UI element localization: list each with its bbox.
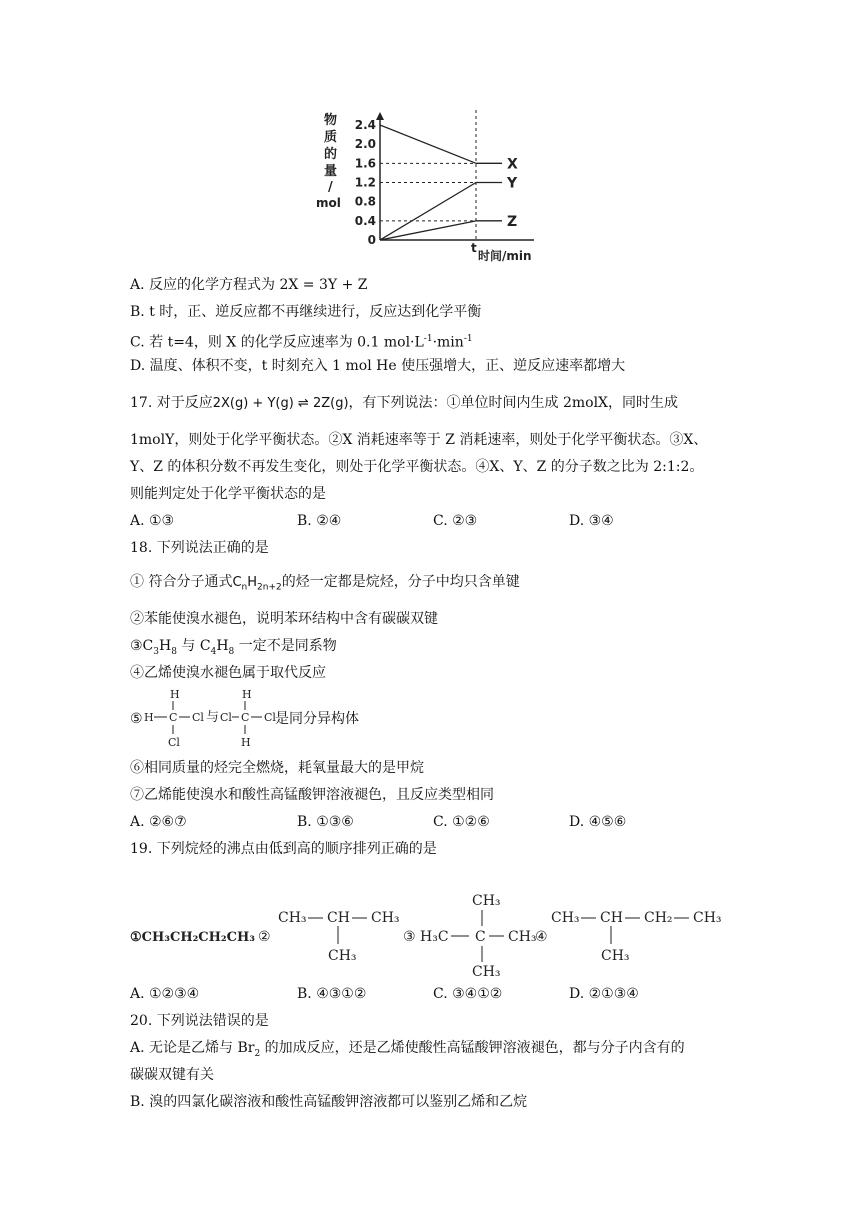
yaxis-unit: mol bbox=[316, 196, 341, 210]
q19-option-c: C. ③④①② bbox=[433, 986, 503, 1002]
molecule-2-num: ② bbox=[258, 929, 271, 945]
yaxis-char: 物 bbox=[324, 113, 338, 128]
q18-option-d: D. ④⑤⑥ bbox=[569, 814, 627, 830]
q18-option-b: B. ①③⑥ bbox=[297, 814, 354, 830]
q18-option-a: A. ②⑥⑦ bbox=[130, 814, 187, 830]
svg-text:H: H bbox=[242, 688, 252, 701]
q16-option-b: B. t 时，正、逆反应都不再继续进行，反应达到化学平衡 bbox=[130, 304, 482, 320]
q17-line-2: 1molY，则处于化学平衡状态。②X 消耗速率等于 Z 消耗速率，则处于化学平衡状态。③X、 bbox=[130, 432, 708, 448]
svg-text:Cl: Cl bbox=[192, 711, 204, 724]
q16-option-c: C. 若 t=4，则 X 的化学反应速率为 0.1 $mol\cdot L^{-1}\cdot\min^{-1}$ bbox=[130, 334, 473, 351]
svg-text:CH: CH bbox=[600, 910, 623, 926]
series-line-Z bbox=[380, 221, 476, 240]
svg-text:H₃C: H₃C bbox=[420, 929, 449, 945]
svg-text:H: H bbox=[170, 688, 180, 701]
q18-statement-2: ②苯能使溴水褪色，说明苯环结构中含有碳碳双键 bbox=[130, 611, 438, 627]
svg-text:CH₃: CH₃ bbox=[328, 948, 357, 964]
q17-option-d: D. ③④ bbox=[569, 513, 614, 529]
yaxis-char: / bbox=[328, 180, 333, 195]
q17-option-c: C. ②③ bbox=[433, 513, 478, 529]
q18-statement-5-num: ⑤ bbox=[130, 711, 143, 727]
q17-line-4: 则能判定处于化学平衡状态的是 bbox=[130, 486, 326, 502]
svg-text:与: 与 bbox=[206, 710, 220, 725]
yaxis-char: 的 bbox=[324, 147, 338, 162]
series-line-Y bbox=[380, 183, 476, 241]
q17-option-a: A. ①③ bbox=[130, 513, 175, 529]
y-tick-label: 2.4 bbox=[354, 118, 376, 132]
q16-option-a: A. 反应的化学方程式为 2X = 3Y + Z bbox=[130, 277, 368, 293]
svg-text:CH₃: CH₃ bbox=[472, 964, 501, 980]
svg-text:Cl: Cl bbox=[264, 711, 276, 724]
q18-statement-1: ① 符合分子通式$C_nH_{2n+2}$的烃一定都是烷烃，分子中均只含单键 bbox=[130, 574, 520, 593]
svg-text:CH₃: CH₃ bbox=[371, 910, 400, 926]
reaction-graph bbox=[312, 108, 552, 268]
svg-text:CH₂: CH₂ bbox=[644, 910, 673, 926]
alkane-structures bbox=[128, 884, 738, 984]
q17-option-b: B. ②④ bbox=[297, 513, 342, 529]
svg-text:CH₃: CH₃ bbox=[278, 910, 307, 926]
svg-text:Cl: Cl bbox=[220, 711, 232, 724]
svg-text:CH₃: CH₃ bbox=[693, 910, 722, 926]
q20-option-b: B. 溴的四氯化碳溶液和酸性高锰酸钾溶液都可以鉴别乙烯和乙烷 bbox=[130, 1094, 528, 1110]
q18-option-c: C. ①②⑥ bbox=[433, 814, 490, 830]
y-tick-label: 0 bbox=[367, 233, 376, 247]
q18-statement-3: $③C_3H_8$ 与 $C_4H_8$ 一定不是同系物 bbox=[130, 638, 337, 657]
yaxis-char: 量 bbox=[324, 164, 338, 179]
x-label-t: t bbox=[471, 241, 477, 255]
q18-statement-5-text: 是同分异构体 bbox=[275, 711, 359, 727]
q18-statement-6: ⑥相同质量的烃完全燃烧，耗氧量最大的是甲烷 bbox=[130, 760, 424, 776]
q17-line-3: Y、Z 的体积分数不再发生变化，则处于化学平衡状态。④X、Y、Z 的分子数之比为 2:1:2。 bbox=[130, 459, 704, 475]
svg-text:CH: CH bbox=[327, 910, 350, 926]
svg-text:CH₃: CH₃ bbox=[472, 893, 501, 909]
x-label: 时间/min bbox=[478, 249, 532, 263]
y-tick-label: 1.6 bbox=[354, 156, 376, 171]
molecule-3-num: ③ bbox=[403, 929, 416, 945]
svg-text:H: H bbox=[144, 711, 154, 724]
q18-statement-4: ④乙烯使溴水褪色属于取代反应 bbox=[130, 665, 326, 681]
q17-stem: 17. 对于反应2X(g) + Y(g) ⇌ 2Z(g)，有下列说法：①单位时间内生成 2molX，同时生成 bbox=[130, 395, 679, 411]
svg-text:CH₃: CH₃ bbox=[601, 948, 630, 964]
svg-text:C: C bbox=[241, 711, 250, 724]
q20-option-a-line-2: 碳碳双键有关 bbox=[130, 1067, 214, 1083]
q17-equation: 2X(g) + Y(g) ⇌ 2Z(g) bbox=[212, 396, 349, 411]
y-tick-label: 2.0 bbox=[354, 137, 376, 152]
series-label-X: X bbox=[507, 156, 518, 173]
svg-text:H: H bbox=[241, 736, 251, 749]
y-axis-arrow bbox=[376, 112, 384, 120]
svg-text:CH₃: CH₃ bbox=[551, 910, 580, 926]
q20-option-a-line-1: A. 无论是乙烯与 $Br_2$ 的加成反应，还是乙烯使酸性高锰酸钾溶液褪色，都与分子内含有的 bbox=[130, 1040, 685, 1059]
general-formula: $C_nH_{2n+2}$ bbox=[232, 575, 282, 593]
q18-statement-7: ⑦乙烯能使溴水和酸性高锰酸钾溶液褪色，且反应类型相同 bbox=[130, 787, 494, 803]
y-tick-label: 0.8 bbox=[354, 194, 376, 209]
dichloromethane-structures bbox=[144, 686, 294, 752]
q16-option-d: D. 温度、体积不变，t 时刻充入 1 mol He 使压强增大，正、逆反应速率都增大 bbox=[130, 358, 626, 374]
molecule-1: ①CH₃CH₂CH₂CH₃ bbox=[130, 930, 255, 945]
svg-text:CH₃: CH₃ bbox=[508, 929, 537, 945]
q20-stem: 20. 下列说法错误的是 bbox=[130, 1013, 269, 1029]
series-label-Z: Z bbox=[507, 213, 518, 230]
series-line-X bbox=[380, 125, 476, 163]
svg-text:C: C bbox=[169, 711, 178, 724]
q19-option-b: B. ④③①② bbox=[297, 986, 367, 1002]
y-tick-label: 0.4 bbox=[354, 213, 376, 228]
yaxis-char: 质 bbox=[324, 130, 338, 145]
series-label-Y: Y bbox=[507, 175, 518, 192]
q18-stem: 18. 下列说法正确的是 bbox=[130, 540, 269, 556]
q19-option-a: A. ①②③④ bbox=[130, 986, 200, 1002]
y-tick-label: 1.2 bbox=[354, 175, 376, 190]
q19-stem: 19. 下列烷烃的沸点由低到高的顺序排列正确的是 bbox=[130, 841, 437, 857]
svg-text:C: C bbox=[475, 929, 486, 945]
q19-option-d: D. ②①③④ bbox=[569, 986, 639, 1002]
svg-text:Cl: Cl bbox=[168, 736, 180, 749]
molecule-4-num: ④ bbox=[535, 929, 548, 945]
